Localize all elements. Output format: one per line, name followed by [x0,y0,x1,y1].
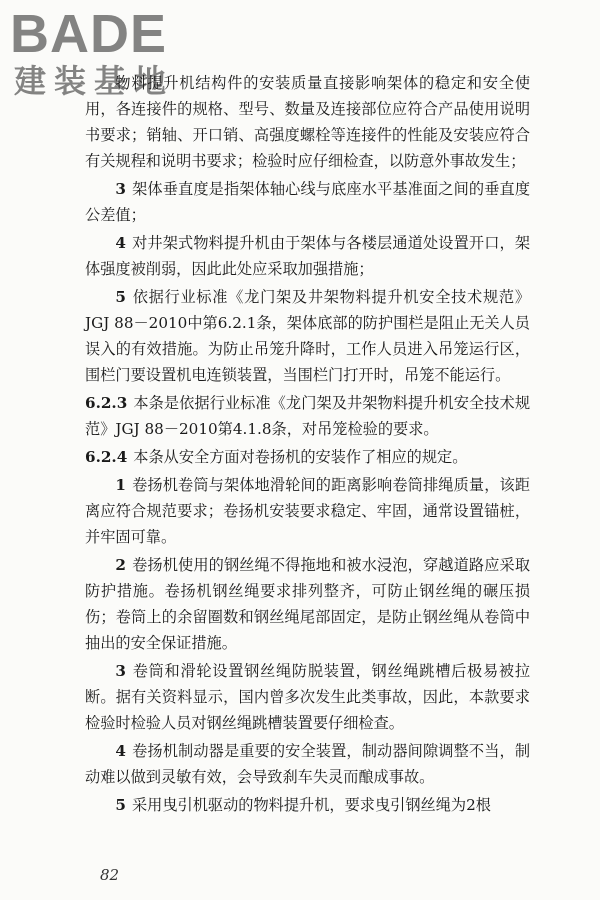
item-number: 4 [115,742,126,760]
paragraph-text: 对井架式物料提升机由于架体与各楼层通道处设置开口，架体强度被削弱，因此此处应采取加强措施； [85,234,530,278]
item-number: 4 [115,234,126,252]
paragraph-text: 架体垂直度是指架体轴心线与底座水平基准面之间的垂直度公差值； [85,180,530,224]
page-body [85,70,530,820]
section-number: 6.2.4 [85,448,128,466]
paragraph-text: 卷扬机制动器是重要的安全装置，制动器间隙调整不当，制动难以做到灵敏有效，会导致刹车失灵而酿成事故。 [85,742,530,786]
watermark-logo: BADE [10,4,168,64]
paragraph-item-5 [85,284,530,388]
paragraph-text: 卷扬机使用的钢丝绳不得拖地和被水浸泡，穿越道路应采取防护措施。卷扬机钢丝绳要求排列整齐，可防止钢丝绳的碾压损伤；卷筒上的余留圈数和钢丝绳尾部固定，是防止钢丝绳从卷筒中抽出的安全保证措施。 [85,556,530,652]
item-number: 1 [115,476,126,494]
page-number: 82 [100,866,120,884]
paragraph-item-3b [85,658,530,736]
watermark-subtitle: 建装基地 [14,62,175,100]
item-number: 3 [115,662,126,680]
paragraph-item-3 [85,176,530,228]
paragraph-item-4b [85,738,530,790]
paragraph-text: 本条从安全方面对卷扬机的安装作了相应的规定。 [133,448,468,466]
paragraph-item-1 [85,472,530,550]
section-6-2-3 [85,390,530,442]
paragraph-text: 采用曳引机驱动的物料提升机，要求曳引钢丝绳为2根 [131,796,491,814]
item-number: 5 [115,796,126,814]
paragraph-text: 卷筒和滑轮设置钢丝绳防脱装置，钢丝绳跳槽后极易被拉断。据有关资料显示，国内曾多次发生此类事故，因此，本款要求检验时检验人员对钢丝绳跳槽装置要仔细检查。 [85,662,530,732]
section-number: 6.2.3 [85,394,128,412]
paragraph-text: 物料提升机结构件的安装质量直接影响架体的稳定和安全使用，各连接件的规格、型号、数量及连接部位应符合产品使用说明书要求；销轴、开口销、高强度螺栓等连接件的性能及安装应符合有关规程和说明书要求；检验时应仔细检查，以防意外事故发生； [85,74,530,170]
item-number: 2 [115,556,126,574]
paragraph-text: 依据行业标准《龙门架及井架物料提升机安全技术规范》JGJ 88－2010中第6.2.1条，架体底部的防护围栏是阻止无关人员误入的有效措施。为防止吊笼升降时，工作人员进入吊笼运行区，围栏门要设置机电连锁装置，当围栏门打开时，吊笼不能运行。 [85,288,530,384]
paragraph-item-2 [85,552,530,656]
paragraph-text: 卷扬机卷筒与架体地滑轮间的距离影响卷筒排绳质量，该距离应符合规范要求；卷扬机安装要求稳定、牢固，通常设置锚桩，并牢固可靠。 [85,476,530,546]
item-number: 3 [115,180,126,198]
item-number: 5 [115,288,126,306]
paragraph-item-5b [85,792,530,818]
section-6-2-4 [85,444,530,470]
paragraph-text: 本条是依据行业标准《龙门架及井架物料提升机安全技术规范》JGJ 88－2010第4.1.8条，对吊笼检验的要求。 [85,394,530,438]
paragraph-item-4 [85,230,530,282]
paragraph-intro [85,70,530,174]
